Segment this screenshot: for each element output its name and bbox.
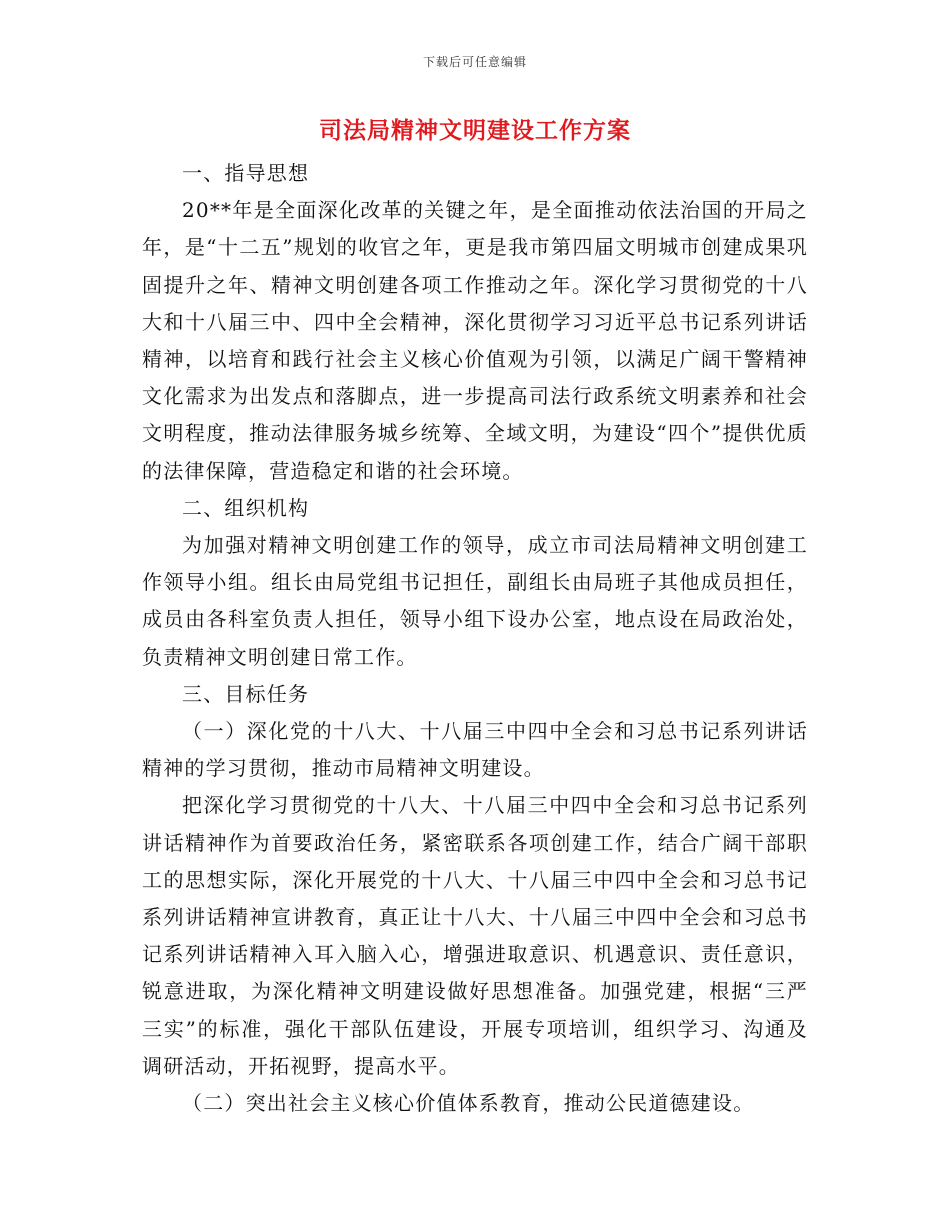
subsection-heading: （一）深化党的十八大、十八届三中四中全会和习总书记系列讲话精神的学习贯彻，推动市局精神文明建设。 [142, 719, 808, 781]
section-heading: 三、目标任务 [182, 681, 310, 706]
document-body [142, 155, 808, 1122]
section-heading: 二、组织机构 [182, 495, 310, 520]
section-heading: 一、指导思想 [182, 161, 310, 185]
paragraph: 20**年是全面深化改革的关键之年，是全面推动依法治国的开局之年，是“十二五”规划的收官之年，更是我市第四届文明城市创建成果巩固提升之年、精神文明创建各项工作推动之年。深化学习贯彻党的十八大和十八届三中、四中全会精神，深化贯彻学习习近平总书记系列讲话精神，以培育和践行社会主义核心价值观为引领，以满足广阔干警精神文化需求为出发点和落脚点，进一步提高司法行政系统文明素养和社会文明程度，推动法律服务城乡统筹、全域文明，为建设“四个”提供优质的法律保障，营造稳定和谐的社会环境。 [142, 198, 808, 483]
header-note: 下载后可任意编辑 [422, 55, 527, 69]
document-title: 司法局精神文明建设工作方案 [319, 117, 631, 144]
paragraph: 为加强对精神文明创建工作的领导，成立市司法局精神文明创建工作领导小组。组长由局党组书记担任，副组长由局班子其他成员担任，成员由各科室负责人担任，领导小组下设办公室，地点设在局政治处，负责精神文明创建日常工作。 [142, 533, 808, 669]
paragraph: 把深化学习贯彻党的十八大、十八届三中四中全会和习总书记系列讲话精神作为首要政治任务，紧密联系各项创建工作，结合广阔干部职工的思想实际，深化开展党的十八大、十八届三中四中全会和习总书记系列讲话精神宣讲教育，真正让十八大、十八届三中四中全会和习总书记系列讲话精神入耳入脑入心，增强进取意识、机遇意识、责任意识，锐意进取，为深化精神文明建设做好思想准备。加强党建，根据“三严三实”的标准，强化干部队伍建设，开展专项培训，组织学习、沟通及调研活动，开拓视野，提高水平。 [142, 793, 808, 1078]
subsection-heading: （二）突出社会主义核心价值体系教育，推动公民道德建设。 [182, 1091, 755, 1116]
